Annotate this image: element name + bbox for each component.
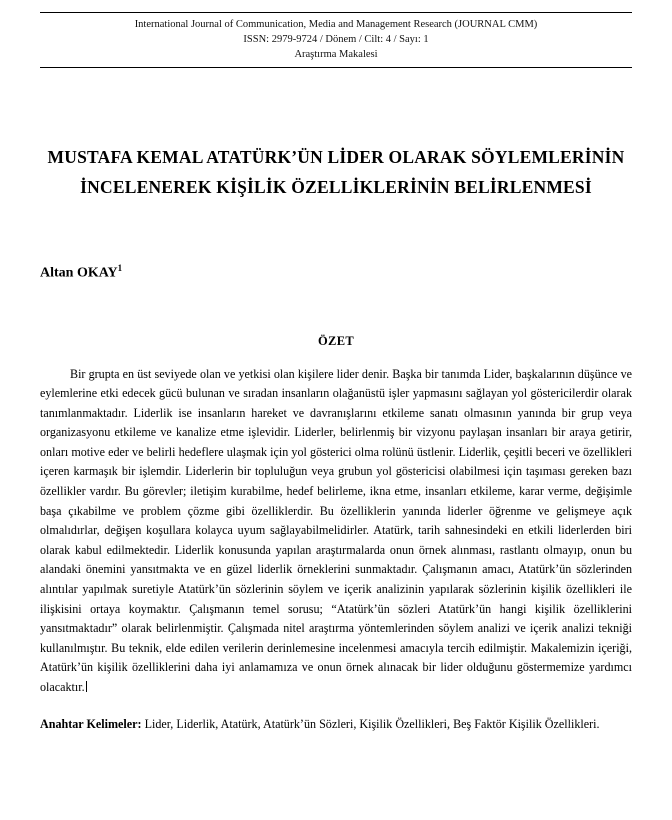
author-label: Altan OKAY [40, 265, 118, 281]
author-footnote-marker: 1 [117, 262, 123, 273]
article-type: Araştırma Makalesi [294, 49, 378, 61]
journal-issn-issue: ISSN: 2979-9724 / Dönem / Cilt: 4 / Sayı: 1 [243, 34, 429, 46]
header-bottom-rule [40, 67, 632, 68]
abstract-paragraph: Bir grupta en üst seviyede olan ve yetkisi olan kişilere lider denir. Başka bir tanımda Lider, başkalarının düşünce ve eylemlerine etki edecek gücü bulunan ve sıradan insanların olağanüstü işler yapmasını sağlayan yol göstericilerdir olarak tanımlanmaktadır. Liderlik ise insanların hareket ve davranışlarını etkileme sanatı olmasının yanında bir grup veya organizasyonu etkileme ve kanalize etme işlevidir. Liderler, belirlenmiş bir vizyonu paylaşan insanları bir araya getirir, onları motive eder ve belirli hedeflere ulaşmak için yol gösterici olma rolünü üstlenir. Liderlik, çeşitli beceri ve özellikleri içeren karmaşık bir işlemdir. Liderlerin bir topluluğun veya grubun yol göstericisi olabilmesi için taşıması gereken bazı özellikler vardır. Bu görevler; iletişim kurabilme, hedef belirleme, ikna etme, insanları etkileme, karar verme, değişimle başa çıkabilme ve problem çözme gibi özelliklerdir. Bu özelliklerin yanında liderler öğrenme ve gelişmeye açık olmalıdırlar, değişen koşullara kolayca uyum sağlayabilmelidirler. Atatürk, tarih sahnesindeki en etkili liderlerden biri olarak kabul edilmektedir. Liderlik konusunda yapılan araştırmalarda onun örnek alınması, rastlantı olmayıp, onun bu alandaki önemini yansıtmakta ve en güzel liderlik örneklerini sunmaktadır. Çalışmanın amacı, Atatürk’ün sözlerinden alıntılar yapılmak suretiyle Atatürk’ün sözlerinin söylem ve içerik analizinin yapılarak sözlerinin kişilik özellikleri ile ilişkisini ortaya koymaktır. Çalışmanın temel sorusu; “Atatürk’ün sözleri Atatürk’ün hangi kişilik özelliklerini yansıtmaktadır” olarak belirlenmiştir. Çalışmada nitel araştırma yöntemlerinden söylem analizi ve içerik analizi tekniği kullanılmıştır. Bu teknik, elde edilen verilerin derinlemesine incelenmesi amacıyla tercih edilmiştir. Makalemizin içeriği, Atatürk’ün kişilik özelliklerini daha iyi anlamamıza ve onun örnek alınacak bir lider olduğunu göstermemize yardımcı olacaktır. [40, 366, 632, 694]
keywords [40, 715, 632, 733]
keywords-label: Anahtar Kelimeler: [40, 717, 142, 732]
author-name [40, 263, 632, 282]
abstract-text [40, 365, 632, 698]
keywords-list: Lider, Liderlik, Atatürk, Atatürk’ün Sözleri, Kişilik Özellikleri, Beş Faktör Kişilik Özellikleri. [141, 717, 600, 732]
text-cursor [86, 681, 87, 692]
journal-name: International Journal of Communication, Media and Management Research (JOURNAL CMM) [134, 19, 538, 30]
page-title: MUSTAFA KEMAL ATATÜRK’ÜN LİDER OLARAK SÖYLEMLERİNİN İNCELENEREK KİŞİLİK ÖZELLİKLERİNİN BELİRLENMESİ [47, 146, 625, 198]
journal-header [40, 12, 632, 68]
header-top-rule [40, 12, 632, 13]
abstract-heading: ÖZET [318, 333, 354, 348]
